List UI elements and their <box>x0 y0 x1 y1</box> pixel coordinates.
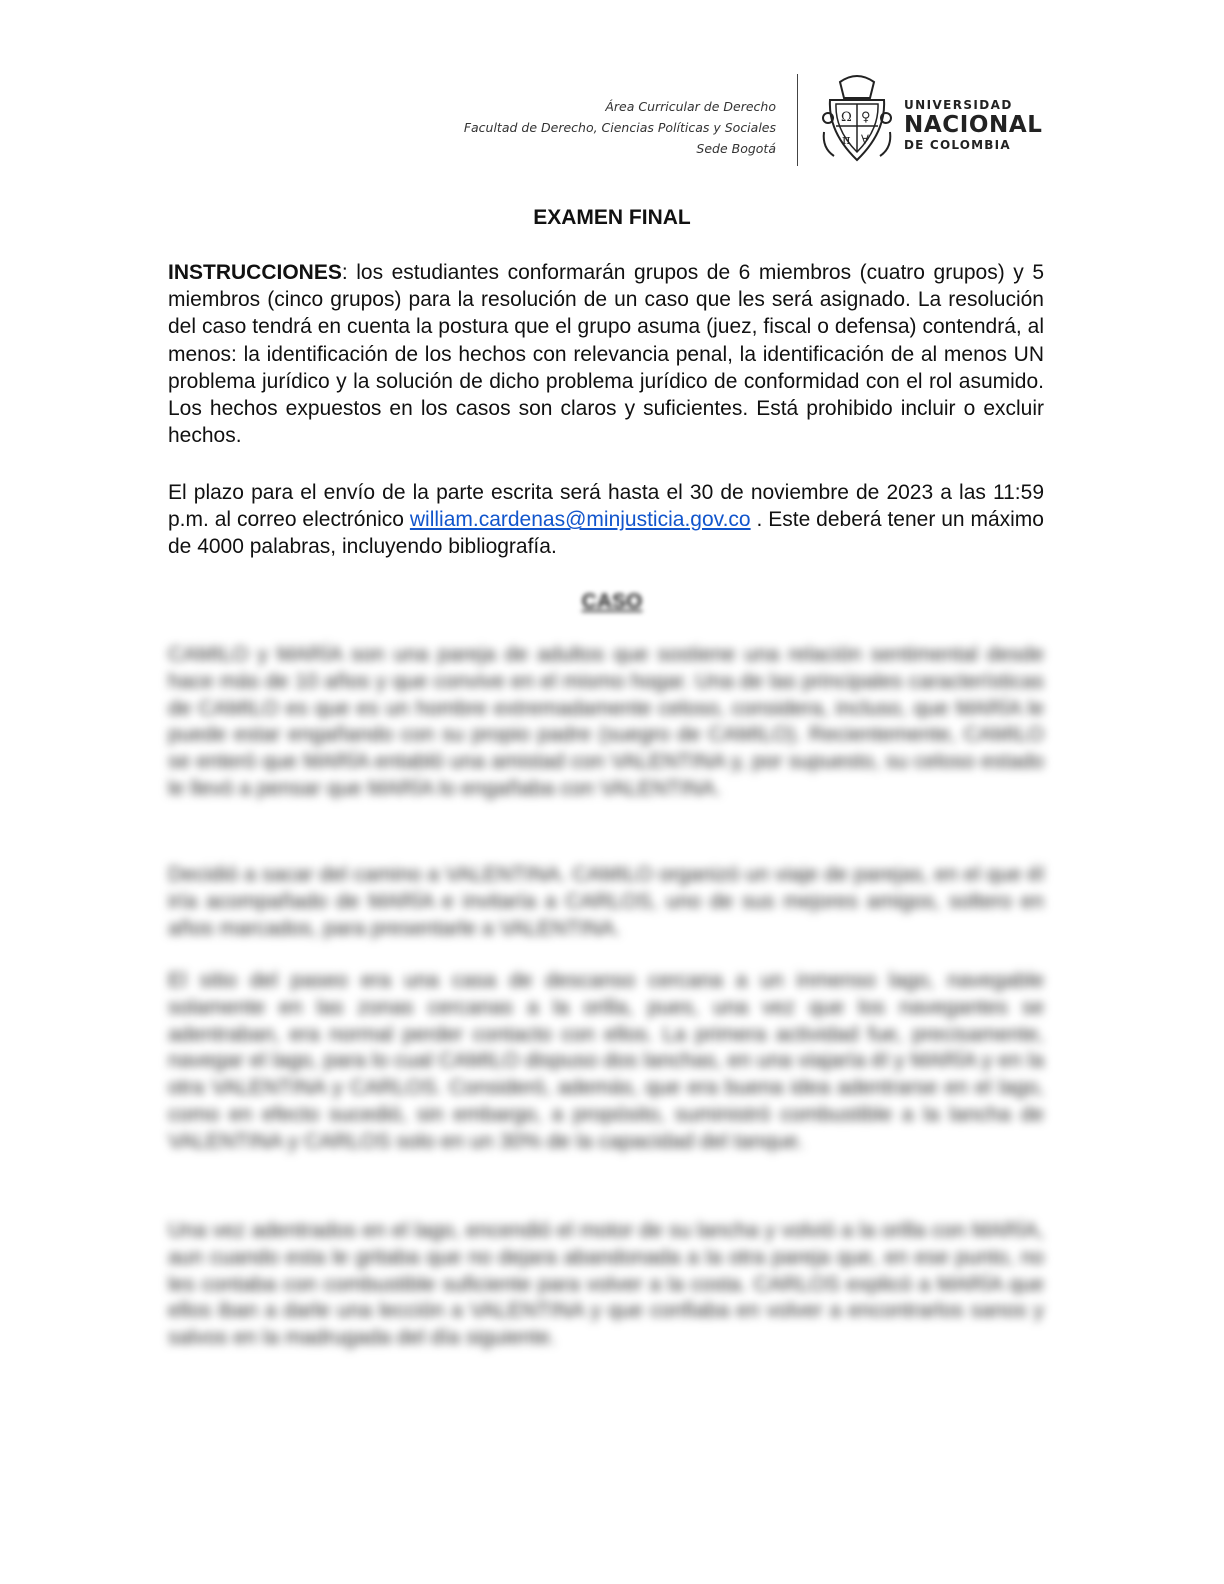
svg-text:♀: ♀ <box>861 110 871 125</box>
university-wordmark <box>904 98 1043 152</box>
deadline-text-after: . Este deberá tener un máximo de 4000 palabras, incluyendo bibliografía. <box>168 508 1044 559</box>
case-paragraph: Decidió a sacar del camino a VALENTINA. CAMILO organizó un viaje de parejas, en el que él iría acompañado de MARÍA e invitaría a CARLOS, uno de sus mejores amigos, soltero en años marcados, para presentarle a VALENTINA. <box>168 863 1044 940</box>
dept-line-area: Área Curricular de Derecho <box>605 99 776 114</box>
case-paragraph: CAMILO y MARÍA son una pareja de adultos que sostiene una relación sentimental desde hace más de 10 años y que convive en el mismo hogar. Una de las principales características de CAMILO es que es un hombre extremadamente celoso, considera, incluso, que MARÍA le puede estar engañando con su propio padre (suegro de CAMILO). Recientemente, CAMILO se enteró que MARÍA entabló una amistad con VALENTINA y, por supuesto, su celoso estado le llevó a pensar que MARÍA lo engañaba con VALENTINA. <box>168 643 1044 800</box>
dept-line-faculty: Facultad de Derecho, Ciencias Políticas y Sociales <box>463 120 776 135</box>
dept-line-sede: Sede Bogotá <box>696 141 776 156</box>
instructions-label: INSTRUCCIONES <box>168 261 342 284</box>
instructions-paragraph <box>168 259 1044 449</box>
university-line-2: NACIONAL <box>904 112 1043 138</box>
svg-text:Ω: Ω <box>841 110 852 125</box>
university-line-3: DE COLOMBIA <box>904 138 1011 152</box>
svg-text:∀: ∀ <box>861 133 869 148</box>
instructions-text: : los estudiantes conformarán grupos de 6 miembros (cuatro grupos) y 5 miembros (cinco grupos) para la resolución de un caso que les será asignado. La resolución del caso tendrá en cuenta la postura que el grupo asuma (juez, fiscal o defensa) contendrá, al menos: la identificación de los hechos con relevancia penal, la identificación de al menos UN problema jurídico y la solución de dicho problema jurídico de conformidad con el rol asumido. Los hechos expuestos en los casos son claros y suficientes. Está prohibido incluir o excluir hechos. <box>168 261 1044 448</box>
case-paragraph: Una vez adentrados en el lago, encendió el motor de su lancha y volvió a la orilla con MARÍA, aun cuando esta le gritaba que no dejara abandonada a la otra pareja que, en ese punto, no les contaba con combustible suficiente para volver a la costa. CARLOS explicó a MARÍA que ellos iban a darle una lección a VALENTINA y que confiaba en volver a encontrarlos sanos y salvos en la madrugada del día siguiente. <box>168 1219 1044 1350</box>
case-heading: CASO <box>581 590 643 613</box>
svg-text:π: π <box>842 133 851 148</box>
header-divider <box>797 74 798 166</box>
email-link[interactable]: william.cardenas@minjusticia.gov.co <box>409 508 751 532</box>
deadline-paragraph <box>168 479 1044 561</box>
case-paragraph: El sitio del paseo era una casa de descanso cercana a un inmenso lago, navegable solamente en las zonas cercanas a la orilla, pues, una vez que los navegantes se adentraban, era normal perder contacto con ellos. La primera actividad fue, precisamente, navegar el lago, para lo cual CAMILO dispuso dos lanchas, en una viajaría él y MARÍA y en la otra VALENTINA y CARLOS. Consideró, además, que era buena idea adentrarse en el lago, como en efecto sucedió, sin embargo, a propósito, suministró combustible a la lancha de VALENTINA y CARLOS solo en un 30% de la capacidad del tanque. <box>168 969 1044 1153</box>
department-block <box>464 96 776 159</box>
deadline-text-before: El plazo para el envío de la parte escrita será hasta el 30 de noviembre de 2023 a las 11:59 p.m. al correo electrónico <box>168 481 1044 532</box>
university-seal-icon <box>820 72 894 168</box>
page-title: EXAMEN FINAL <box>533 206 691 229</box>
university-line-1: UNIVERSIDAD <box>904 98 1013 112</box>
